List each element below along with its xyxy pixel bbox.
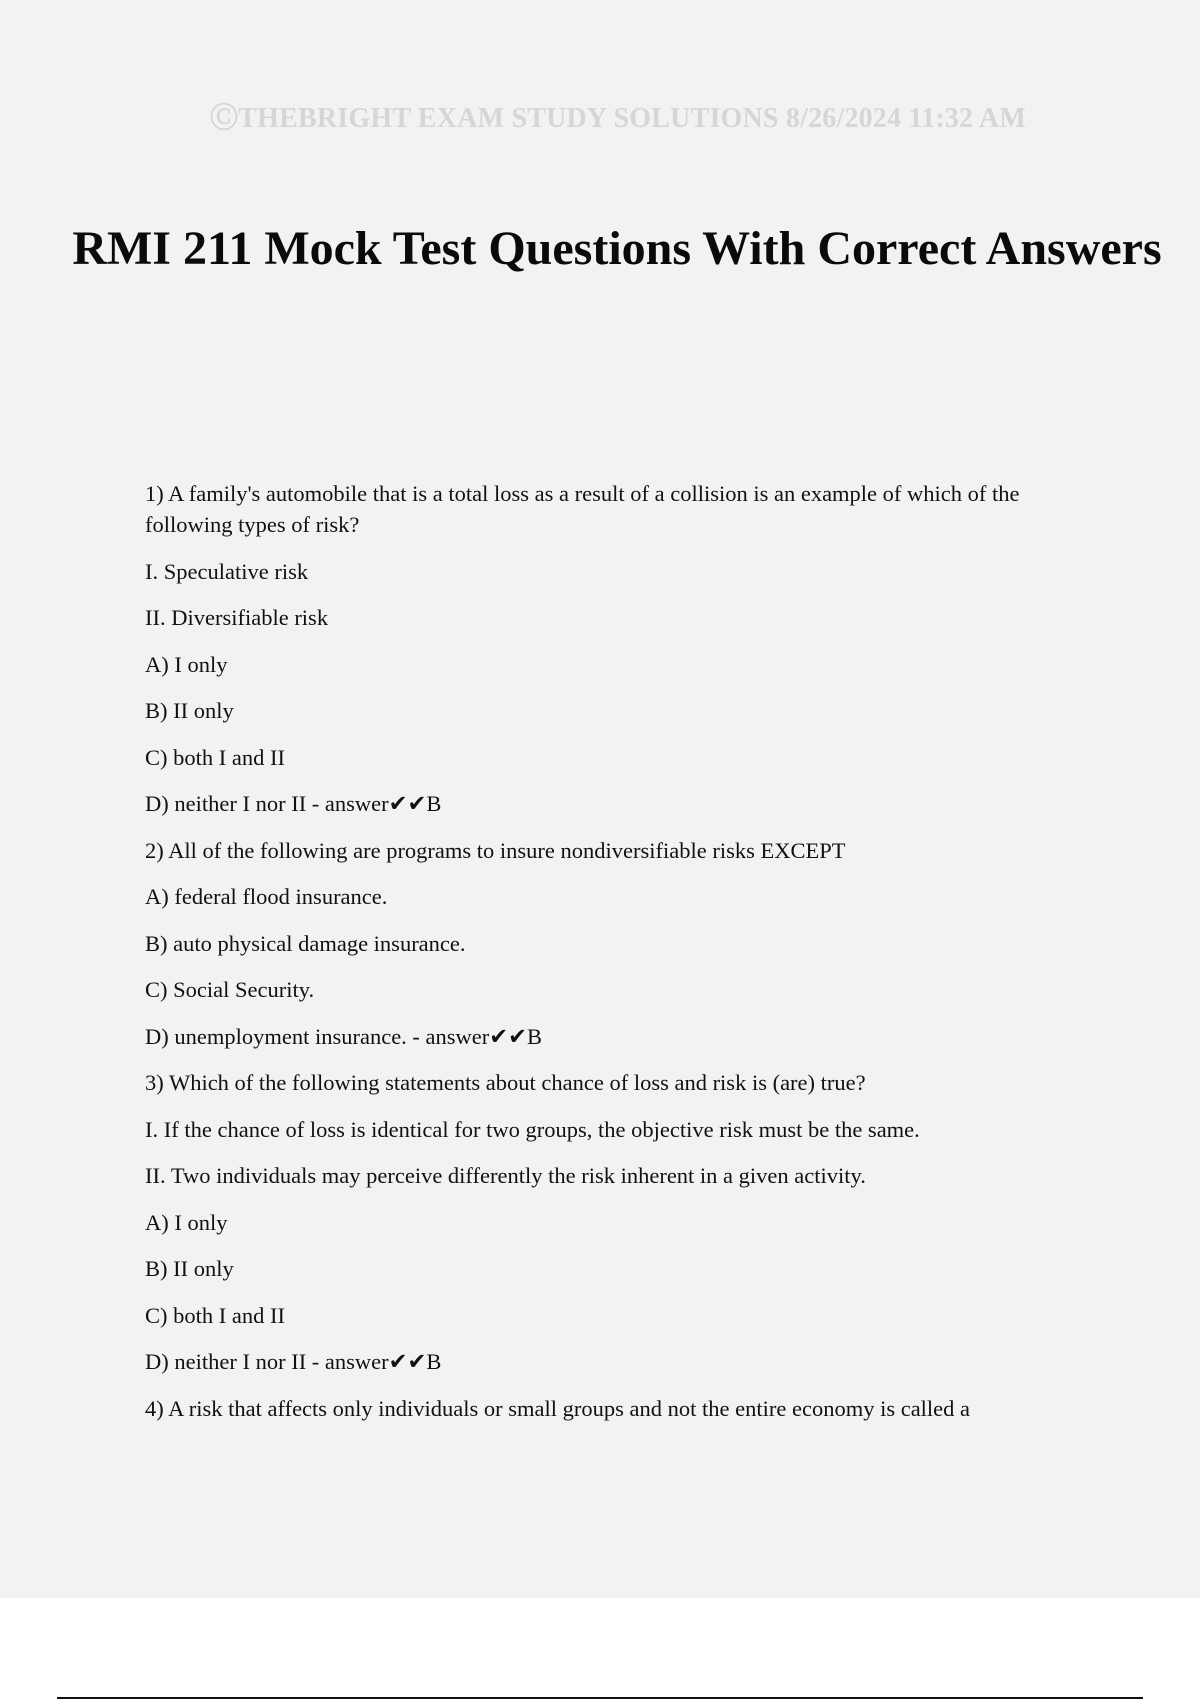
question-4-stem: 4) A risk that affects only individuals or small groups and not the entire economy is called a [145, 1395, 971, 1421]
question-3-option-b: B) II only [145, 1256, 234, 1281]
question-1-statement-i: I. Speculative risk [145, 558, 309, 584]
footer-divider [57, 1697, 1143, 1699]
question-3-statement-i: I. If the chance of loss is identical for two groups, the objective risk must be the same. [145, 1116, 920, 1142]
watermark-text: ⒸTHEBRIGHT EXAM STUDY SOLUTIONS 8/26/2024 11:32 AM [210, 103, 1026, 134]
question-3-option-a: A) I only [145, 1209, 228, 1235]
question-2-option-b: B) auto physical damage insurance. [145, 930, 466, 956]
question-3-option-c: C) both I and II [145, 1302, 285, 1328]
question-2-stem: 2) All of the following are programs to insure nondiversifiable risks EXCEPT [145, 837, 846, 863]
question-2-option-d-answer: D) unemployment insurance. - answer✔✔B [145, 1023, 542, 1049]
question-3-stem: 3) Which of the following statements about chance of loss and risk is (are) true? [145, 1070, 866, 1095]
document-title: RMI 211 Mock Test Questions With Correct Answers [72, 222, 1162, 275]
question-1-option-b: B) II only [145, 698, 234, 723]
question-1-statement-ii: II. Diversifiable risk [145, 605, 329, 630]
question-3-statement-ii: II. Two individuals may perceive differently the risk inherent in a given activity. [145, 1163, 866, 1188]
question-2-option-c: C) Social Security. [145, 977, 315, 1002]
question-1-stem: 1) A family's automobile that is a total loss as a result of a collision is an example of which of the following types of risk? [145, 481, 1020, 537]
question-1-option-a: A) I only [145, 651, 228, 677]
question-1-option-d-answer: D) neither I nor II - answer✔✔B [145, 791, 442, 816]
question-list [145, 478, 1095, 1439]
question-2-option-a: A) federal flood insurance. [145, 884, 388, 909]
question-1-option-c: C) both I and II [145, 744, 285, 770]
question-3-option-d-answer: D) neither I nor II - answer✔✔B [145, 1349, 442, 1374]
